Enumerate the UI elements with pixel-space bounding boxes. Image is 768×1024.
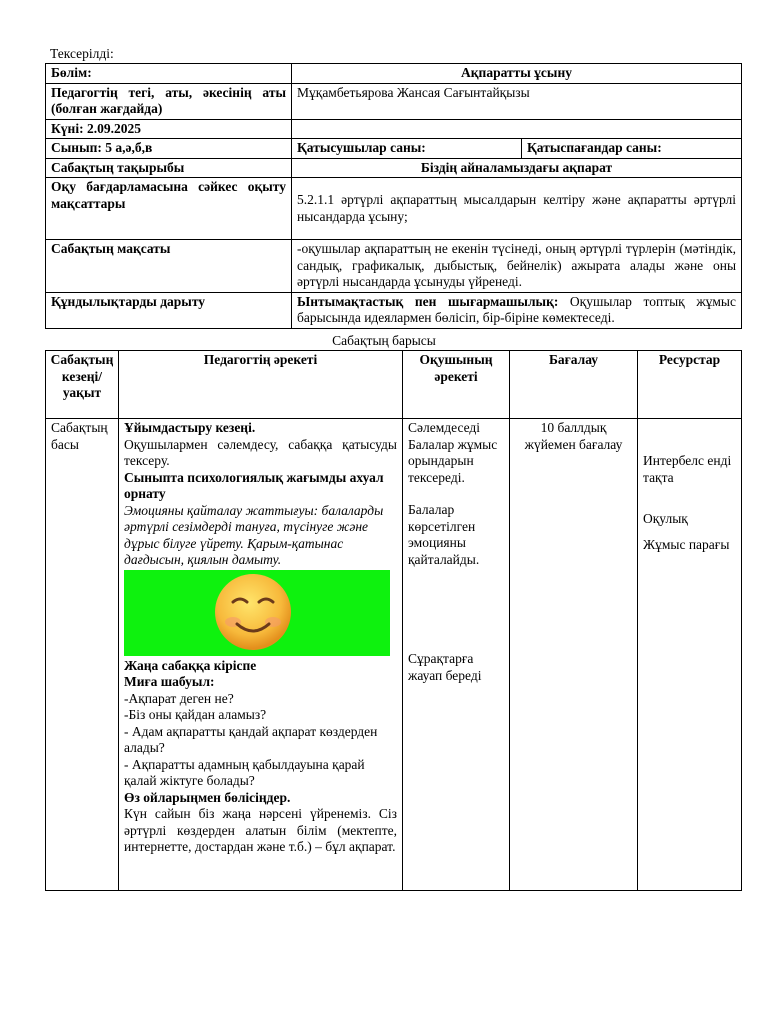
- question-3: - Адам ақпаратты қандай ақпарат көздерден алады?: [124, 723, 378, 755]
- class-label: Сынып: 5 а,ә,б,в: [46, 139, 292, 159]
- header-assessment: Бағалау: [510, 351, 638, 419]
- emo-title: Эмоцияны қайталау жаттығуы: [124, 502, 314, 518]
- question-4: - Ақпаратты адамның қабылдауына қарай қалай жіктуге болады?: [124, 756, 365, 788]
- section-value: Ақпаратты ұсыну: [292, 64, 742, 84]
- resource-2: Оқулық: [643, 511, 688, 526]
- values-row: [46, 292, 742, 328]
- resource-3: Жұмыс парағы: [643, 536, 730, 552]
- topic-label: Сабақтың тақырыбы: [46, 158, 292, 178]
- student-emotion: Балалар көрсетілген эмоцияны қайталайды.: [408, 502, 480, 567]
- question-2: -Біз оны қайдан аламыз?: [124, 707, 267, 722]
- goal-row: [46, 240, 742, 293]
- header-student: Оқушының әрекеті: [403, 351, 510, 419]
- assessment-cell: 10 баллдық жүйемен бағалау: [510, 419, 638, 891]
- student-cell: [403, 419, 510, 891]
- smiling-face-icon: [211, 572, 297, 652]
- values-value: [292, 292, 742, 328]
- objectives-value: 5.2.1.1 әртүрлі ақпараттың мысалдарын келтіру және ақпаратты әртүрлі нысандарда ұсыну;: [292, 178, 742, 240]
- goal-value: -оқушылар ақпараттың не екенін түсінеді, оның әртүрлі түрлерін (мәтіндік, сандық, графикалық, дыбыстық, бейнелік) ажырата алады және оны әртүрлі нысандарда ұсынуды үйренеді.: [292, 240, 742, 293]
- class-row: [46, 139, 742, 159]
- teacher-label: Педагогтің тегі, аты, әкесінің аты (болған жағдайда): [46, 83, 292, 119]
- date-row: [46, 119, 742, 139]
- header-teacher: Педагогтің әрекеті: [119, 351, 403, 419]
- question-1: -Ақпарат деген не?: [124, 690, 234, 706]
- course-table: [45, 350, 742, 891]
- student-greet: Сәлемдеседі: [408, 420, 481, 435]
- topic-value: Біздің айналамыздағы ақпарат: [292, 158, 742, 178]
- stage-cell: Сабақтың басы: [46, 419, 119, 891]
- student-task: Балалар жұмыс орындарын тексереді.: [408, 436, 498, 485]
- emo-text: балаларды әртүрлі сезімдерді тануға, түсінуге және дұрыс білуге үйрету. Қарым-қатынас дағдысын, қиялын дамыту.: [124, 502, 384, 567]
- emoji-image: [124, 570, 390, 656]
- org-title: Ұйымдастыру кезеңі.: [124, 420, 256, 435]
- teacher-cell: [119, 419, 403, 891]
- resources-cell: [638, 419, 742, 891]
- values-bold: Ынтымақтастық пен шығармашылық:: [297, 293, 559, 309]
- date-value: [292, 119, 742, 139]
- psych-title: Сыныпта психологиялық жағымды ахуал орнату: [124, 469, 384, 501]
- date-label: Күні: 2.09.2025: [46, 119, 292, 139]
- objectives-label: Оқу бағдарламасына сәйкес оқыту мақсаттары: [46, 178, 292, 240]
- teacher-value: Мұқамбетьярова Жансая Сағынтайқызы: [292, 83, 742, 119]
- student-answer: Сұрақтарға жауап береді: [408, 651, 482, 683]
- org-text: Оқушылармен сәлемдесу, сабаққа қатысуды тексеру.: [124, 436, 397, 468]
- section-row: [46, 64, 742, 84]
- lesson-info-table: [45, 63, 742, 329]
- header-resources: Ресурстар: [638, 351, 742, 419]
- emo-block: Эмоцияны қайталау жаттығуы: балаларды әртүрлі сезімдерді тануға, түсінуге және дұрыс білуге үйрету. Қарым-қатынас дағдысын, қиялын дамыту.: [124, 502, 384, 567]
- teacher-row: [46, 83, 742, 119]
- resource-1: Интербелс енді тақта: [643, 453, 732, 485]
- values-label: Құндылықтарды дарыту: [46, 292, 292, 328]
- intro-title: Жаңа сабаққа кіріспе: [124, 657, 257, 673]
- brain-title: Миға шабуыл:: [124, 674, 215, 689]
- topic-row: [46, 158, 742, 178]
- course-row-start: [46, 419, 742, 891]
- course-header-row: [46, 351, 742, 419]
- values-text: Оқушылар топтық жұмыс барысында идеялармен бөлісіп, бір-біріне көмектеседі.: [297, 293, 736, 325]
- share-text: Күн сайын біз жаңа нәрсені үйренеміз. Сіз әртүрлі көздерден алатын білім (мектепте, интернетте, достардан және т.б.) – бұл ақпарат.: [124, 806, 397, 854]
- header-stage: Сабақтың кезеңі/уақыт: [46, 351, 119, 419]
- section-label: Бөлім:: [46, 64, 292, 84]
- absent-label: Қатыспағандар саны:: [522, 139, 742, 159]
- course-title: Сабақтың барысы: [332, 333, 436, 348]
- checked-label: Тексерілді:: [50, 46, 114, 61]
- participants-label: Қатысушылар саны:: [292, 139, 522, 159]
- share-title: Өз ойларыңмен бөлісіңдер.: [124, 789, 291, 805]
- goal-label: Сабақтың мақсаты: [46, 240, 292, 293]
- objectives-row: [46, 178, 742, 240]
